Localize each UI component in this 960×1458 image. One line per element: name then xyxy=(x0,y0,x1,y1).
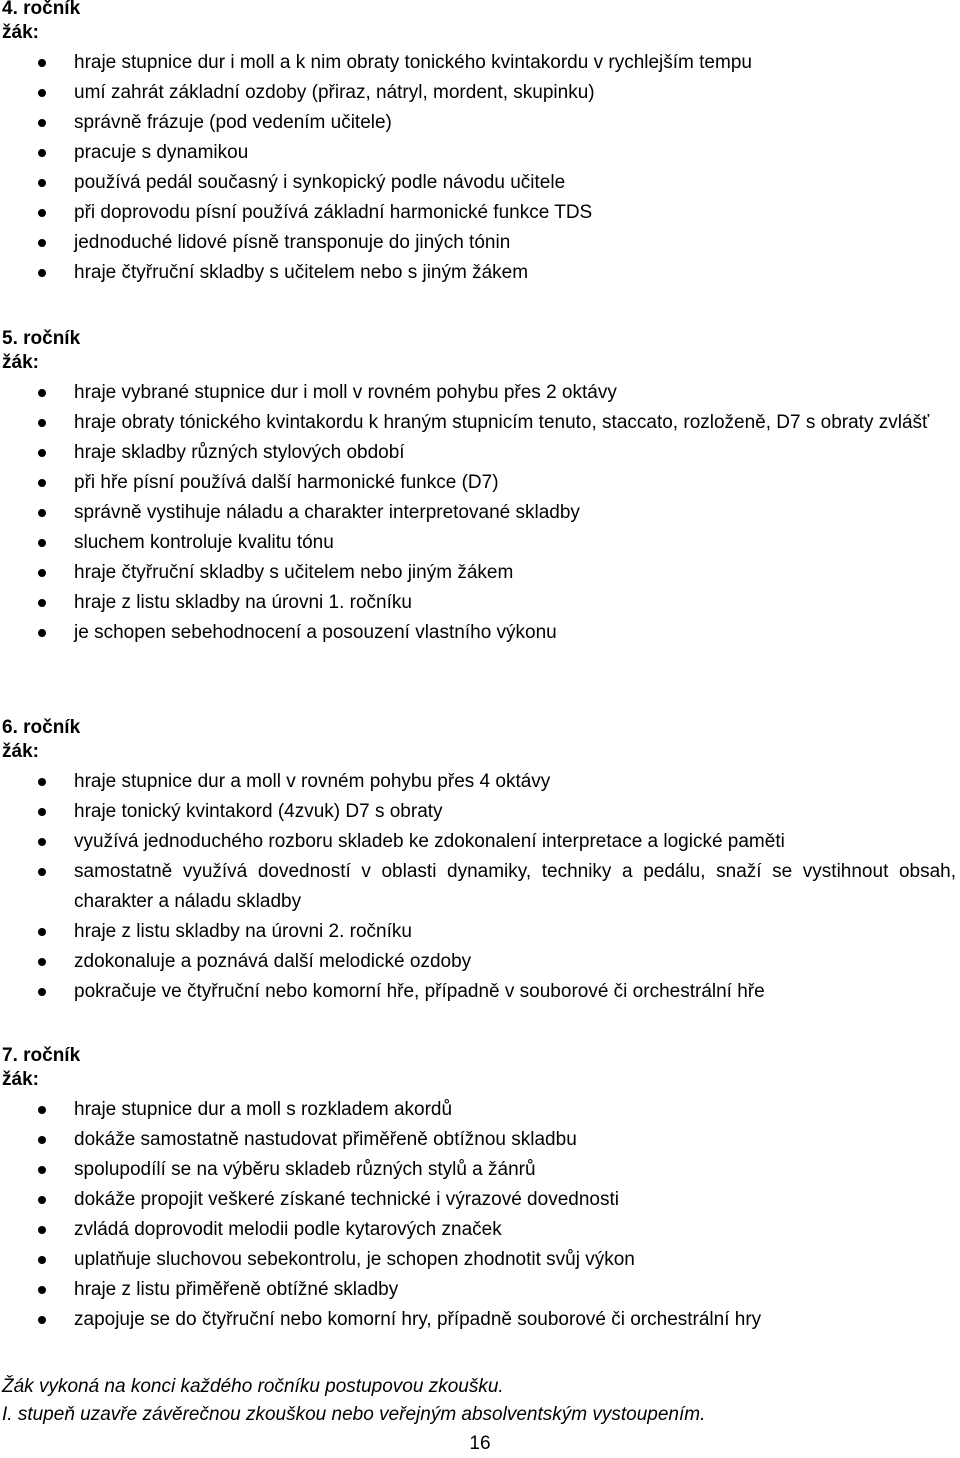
list-item-text: sluchem kontroluje kvalitu tónu xyxy=(74,532,334,553)
list-item xyxy=(0,797,960,827)
bullet-icon xyxy=(38,958,46,966)
section-grade-7 xyxy=(0,1047,960,1335)
bullet-icon xyxy=(38,419,46,427)
section-grade-6 xyxy=(0,719,960,1007)
list-item xyxy=(0,468,960,498)
pupil-label: žák: xyxy=(2,1069,39,1090)
bullet-icon xyxy=(38,1196,46,1204)
bullet-icon xyxy=(38,1256,46,1264)
bullet-icon xyxy=(38,868,46,876)
bullet-icon xyxy=(38,988,46,996)
bullet-icon xyxy=(38,509,46,517)
section-grade-4 xyxy=(0,0,960,288)
list-item-text: zdokonaluje a poznává další melodické ozdoby xyxy=(74,951,472,972)
list-item-text: hraje stupnice dur a moll v rovném pohybu přes 4 oktávy xyxy=(74,771,551,792)
list-item-text: správně frázuje (pod vedením učitele) xyxy=(74,112,392,133)
outcome-list xyxy=(0,48,960,288)
bullet-icon xyxy=(38,539,46,547)
bullet-icon xyxy=(38,599,46,607)
bullet-icon xyxy=(38,629,46,637)
list-item-text: pracuje s dynamikou xyxy=(74,142,249,163)
list-item-text: při hře písní používá další harmonické funkce (D7) xyxy=(74,472,499,493)
list-item-text: dokáže propojit veškeré získané technické i výrazové dovednosti xyxy=(74,1189,619,1210)
bullet-icon xyxy=(38,838,46,846)
bullet-icon xyxy=(38,449,46,457)
pupil-label: žák: xyxy=(2,741,39,762)
bullet-icon xyxy=(38,89,46,97)
list-item xyxy=(0,588,960,618)
list-item xyxy=(0,1275,960,1305)
bullet-icon xyxy=(38,1226,46,1234)
section-grade-5 xyxy=(0,330,960,648)
list-item-text: hraje stupnice dur i moll a k nim obraty tonického kvintakordu v rychlejším tempu xyxy=(74,52,752,73)
list-item-text: samostatně využívá dovedností v oblasti dynamiky, techniky a pedálu, snaží se vystihnout obsah, charakter a náladu skladby xyxy=(74,861,956,912)
bullet-icon xyxy=(38,808,46,816)
list-item xyxy=(0,1155,960,1185)
list-item-text: při doprovodu písní používá základní harmonické funkce TDS xyxy=(74,202,593,223)
list-item xyxy=(0,108,960,138)
bullet-icon xyxy=(38,1166,46,1174)
list-item-text: hraje z listu skladby na úrovni 1. ročníku xyxy=(74,592,412,613)
list-item xyxy=(0,48,960,78)
list-item xyxy=(0,228,960,258)
list-item-text: dokáže samostatně nastudovat přiměřeně obtížnou skladbu xyxy=(74,1129,577,1150)
list-item-text: je schopen sebehodnocení a posouzení vlastního výkonu xyxy=(74,622,557,643)
list-item-text: hraje čtyřruční skladby s učitelem nebo s jiným žákem xyxy=(74,262,529,283)
list-item xyxy=(0,528,960,558)
list-item xyxy=(0,78,960,108)
list-item xyxy=(0,138,960,168)
bullet-icon xyxy=(38,1316,46,1324)
list-item xyxy=(0,767,960,797)
bullet-icon xyxy=(38,209,46,217)
bullet-icon xyxy=(38,1286,46,1294)
bullet-icon xyxy=(38,569,46,577)
list-item-text: pokračuje ve čtyřruční nebo komorní hře, případně v souborové či orchestrální hře xyxy=(74,981,765,1002)
bullet-icon xyxy=(38,1106,46,1114)
list-item xyxy=(0,1215,960,1245)
bullet-icon xyxy=(38,119,46,127)
list-item-text: hraje tonický kvintakord (4zvuk) D7 s obraty xyxy=(74,801,443,822)
list-item-text: používá pedál současný i synkopický podle návodu učitele xyxy=(74,172,566,193)
list-item xyxy=(0,857,960,917)
list-item xyxy=(0,1305,960,1335)
page-number: 16 xyxy=(469,1433,491,1454)
list-item-text: hraje vybrané stupnice dur i moll v rovném pohybu přes 2 oktávy xyxy=(74,382,617,403)
list-item-text: jednoduché lidové písně transponuje do jiných tónin xyxy=(74,232,511,253)
list-item xyxy=(0,1245,960,1275)
list-item xyxy=(0,498,960,528)
pupil-label: žák: xyxy=(2,352,39,373)
list-item-text: hraje čtyřruční skladby s učitelem nebo jiným žákem xyxy=(74,562,514,583)
list-item xyxy=(0,438,960,468)
list-item-text: hraje stupnice dur a moll s rozkladem akordů xyxy=(74,1099,453,1120)
bullet-icon xyxy=(38,149,46,157)
list-item xyxy=(0,408,960,438)
list-item-text: hraje z listu přiměřeně obtížné skladby xyxy=(74,1279,399,1300)
list-item xyxy=(0,558,960,588)
graduation-note: I. stupeň uzavře závěrečnou zkouškou nebo veřejným absolventským vystoupením. xyxy=(2,1404,706,1425)
bullet-icon xyxy=(38,479,46,487)
list-item-text: spolupodílí se na výběru skladeb různých stylů a žánrů xyxy=(74,1159,536,1180)
grade-heading: 7. ročník xyxy=(2,1045,81,1066)
list-item xyxy=(0,827,960,857)
list-item xyxy=(0,168,960,198)
list-item xyxy=(0,378,960,408)
bullet-icon xyxy=(38,1136,46,1144)
list-item-text: zvládá doprovodit melodii podle kytarových značek xyxy=(74,1219,502,1240)
list-item-text: uplatňuje sluchovou sebekontrolu, je schopen zhodnotit svůj výkon xyxy=(74,1249,635,1270)
list-item-text: využívá jednoduchého rozboru skladeb ke zdokonalení interpretace a logické paměti xyxy=(74,831,785,852)
pupil-label: žák: xyxy=(2,22,39,43)
bullet-icon xyxy=(38,179,46,187)
bullet-icon xyxy=(38,239,46,247)
list-item xyxy=(0,1185,960,1215)
grade-heading: 5. ročník xyxy=(2,328,81,349)
list-item xyxy=(0,977,960,1007)
outcome-list xyxy=(0,378,960,648)
list-item-text: hraje skladby různých stylových období xyxy=(74,442,405,463)
list-item-text: správně vystihuje náladu a charakter interpretované skladby xyxy=(74,502,580,523)
grade-heading: 6. ročník xyxy=(2,717,81,738)
bullet-icon xyxy=(38,778,46,786)
list-item-text: hraje z listu skladby na úrovni 2. ročníku xyxy=(74,921,412,942)
list-item xyxy=(0,198,960,228)
outcome-list xyxy=(0,767,960,1007)
list-item-text: hraje obraty tónického kvintakordu k hraným stupnicím tenuto, staccato, rozloženě, D7 s obraty zvlášť xyxy=(74,412,930,433)
list-item xyxy=(0,1125,960,1155)
bullet-icon xyxy=(38,928,46,936)
bullet-icon xyxy=(38,269,46,277)
list-item xyxy=(0,1095,960,1125)
list-item xyxy=(0,917,960,947)
exam-note: Žák vykoná na konci každého ročníku postupovou zkoušku. xyxy=(2,1376,504,1397)
grade-heading: 4. ročník xyxy=(2,0,81,19)
outcome-list xyxy=(0,1095,960,1335)
list-item-text: zapojuje se do čtyřruční nebo komorní hry, případně souborové či orchestrální hry xyxy=(74,1309,762,1330)
bullet-icon xyxy=(38,59,46,67)
list-item xyxy=(0,947,960,977)
bullet-icon xyxy=(38,389,46,397)
list-item xyxy=(0,258,960,288)
list-item xyxy=(0,618,960,648)
list-item-text: umí zahrát základní ozdoby (přiraz, nátryl, mordent, skupinku) xyxy=(74,82,595,103)
